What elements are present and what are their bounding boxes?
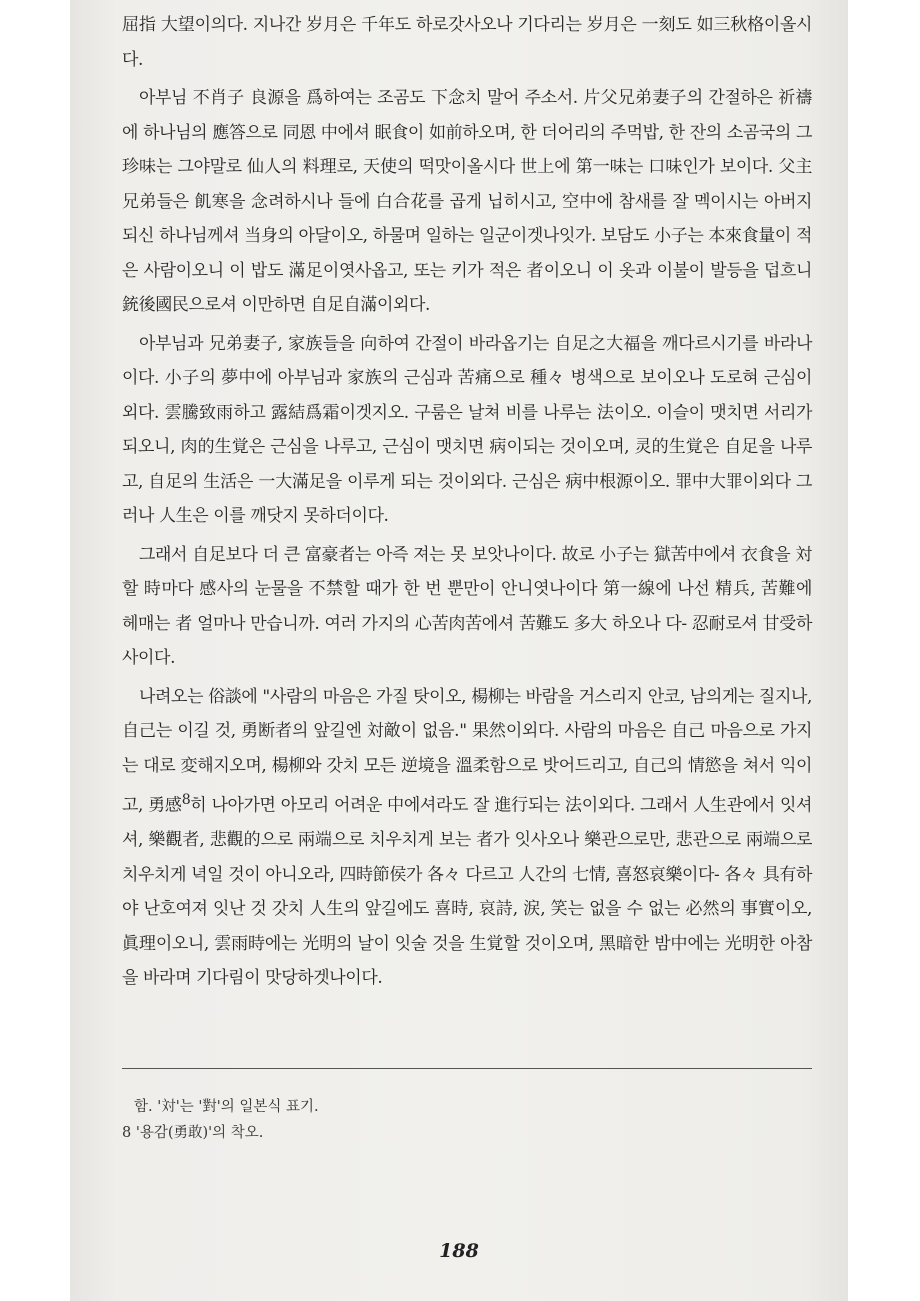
paragraph-3: 아부님과 兄弟妻子, 家族들을 向하여 간절이 바라옵기는 自足之大福을 깨다르시기를 바라나이다. 小子의 夢中에 아부님과 家族의 근심과 苦痛으로 種々 병색으로 보이오나 도로혀 근심이외다. 雲騰致雨하고 露結爲霜이겟지오. 구룸은 날쳐 비를 나루는 法이오. 이슬이 맷치면 서리가 되오니, 肉的生覚은 근심을 나루고, 근심이 맷치면 病이되는 것이오며, 灵的生覚은 自足을 나루고, 自足의 生活은 一大滿足을 이루게 되는 것이외다. 근심은 病中根源이오. 罪中大罪이외다 그러나 人生은 이를 깨닷지 못하더이다.: [122, 333, 812, 526]
paragraph-5-head: 나려오는 俗談에 "사람의 마음은 가질 탓이오, 楊柳는 바람을 거스리지 안코, 남의게는 질지나, 自己는 이길 것, 勇断者의 앞길엔 対敵이 없음." 果然이외다. 사람의 마음은 自己 마음으로 가지는 대로 変해지오며, 楊柳와 갓치 모든 逆境을 溫柔함으로 밧어드리고, 自己의 情慾을 쳐서 익이고, 勇感: [122, 686, 812, 816]
paragraph-2: 아부님 不肖子 良源을 爲하여는 조곰도 下念치 말어 주소서. 片父兄弟妻子의 간절하은 祈禱에 하나님의 應答으로 同恩 中에셔 眠食이 如前하오며, 한 더어리의 주먹밥, 한 잔의 소곰국의 그 珍味는 그야말로 仙人의 料理로, 天使의 떡맛이올시다 世上에 第一味는 口味인가 보이다. 父主兄弟들은 飢寒을 念려하시나 들에 白合花를 곱게 닙히시고, 空中에 참새를 잘 멕이시는 아버지 되신 하나님께셔 当身의 아달이오, 하물며 일하는 일군이겟나잇가. 보담도 小子는 本來食量이 적은 사람이오니 이 밥도 滿足이엿사옵고, 또는 키가 적은 者이오니 이 옷과 이불이 발등을 덥흐니 銃後國民으로셔 이만하면 自足自滿이외다.: [122, 88, 812, 315]
footnotes: [122, 1094, 812, 1146]
paragraph-1: 屈指 大望이의다. 지나간 岁月은 千年도 하로갓사오나 기다리는 岁月은 一刻도 如三秋格이올시다.: [122, 15, 812, 70]
footnote-2: 8 '용감(勇敢)'의 착오.: [122, 1125, 264, 1141]
footnote-divider: [122, 1068, 812, 1069]
book-page: [70, 0, 848, 1301]
paragraph-4: 그래서 自足보다 더 큰 富豪者는 아즉 져는 못 보앗나이다. 故로 小子는 獄苦中에셔 衣食을 対할 時마다 感사의 눈물을 不禁할 때가 한 번 뿐만이 안니엿나이다 第一線에 나선 精兵, 苦難에 헤매는 者 얼마나 만습니까. 여러 가지의 心苦肉苦에셔 苦難도 多大 하오나 다- 忍耐로셔 甘受하사이다.: [122, 544, 812, 668]
footnote-reference: 8: [181, 792, 191, 808]
footnote-1: 함. '対'는 '對'의 일본식 표기.: [134, 1099, 319, 1115]
paragraph-5-tail: 히 나아가면 아모리 어려운 中에셔라도 잘 進行되는 法이외다. 그래서 人生관에서 잇셔셔, 樂觀者, 悲觀的으로 兩端으로 치우치게 보는 者가 잇사오나 樂관으로만, 悲관으로 兩端으로 치우치게 녁일 것이 아니오라, 四時節侯가 各々 다르고 人간의 七情, 喜怒哀樂이다- 各々 具有하야 난호여져 잇난 것 갓치 人生의 앞길에도 喜時, 哀詩, 涙, 笑는 없을 수 없는 必然의 事實이오, 眞理이오니, 雲雨時에는 光明의 날이 잇술 것을 生覚할 것이오며, 黑暗한 밤中에는 光明한 아참을 바라며 기다림이 맛당하겟나이다.: [122, 795, 812, 989]
main-text: [122, 8, 812, 996]
page-number: 188: [439, 1240, 479, 1262]
paragraph-5: [122, 680, 812, 996]
